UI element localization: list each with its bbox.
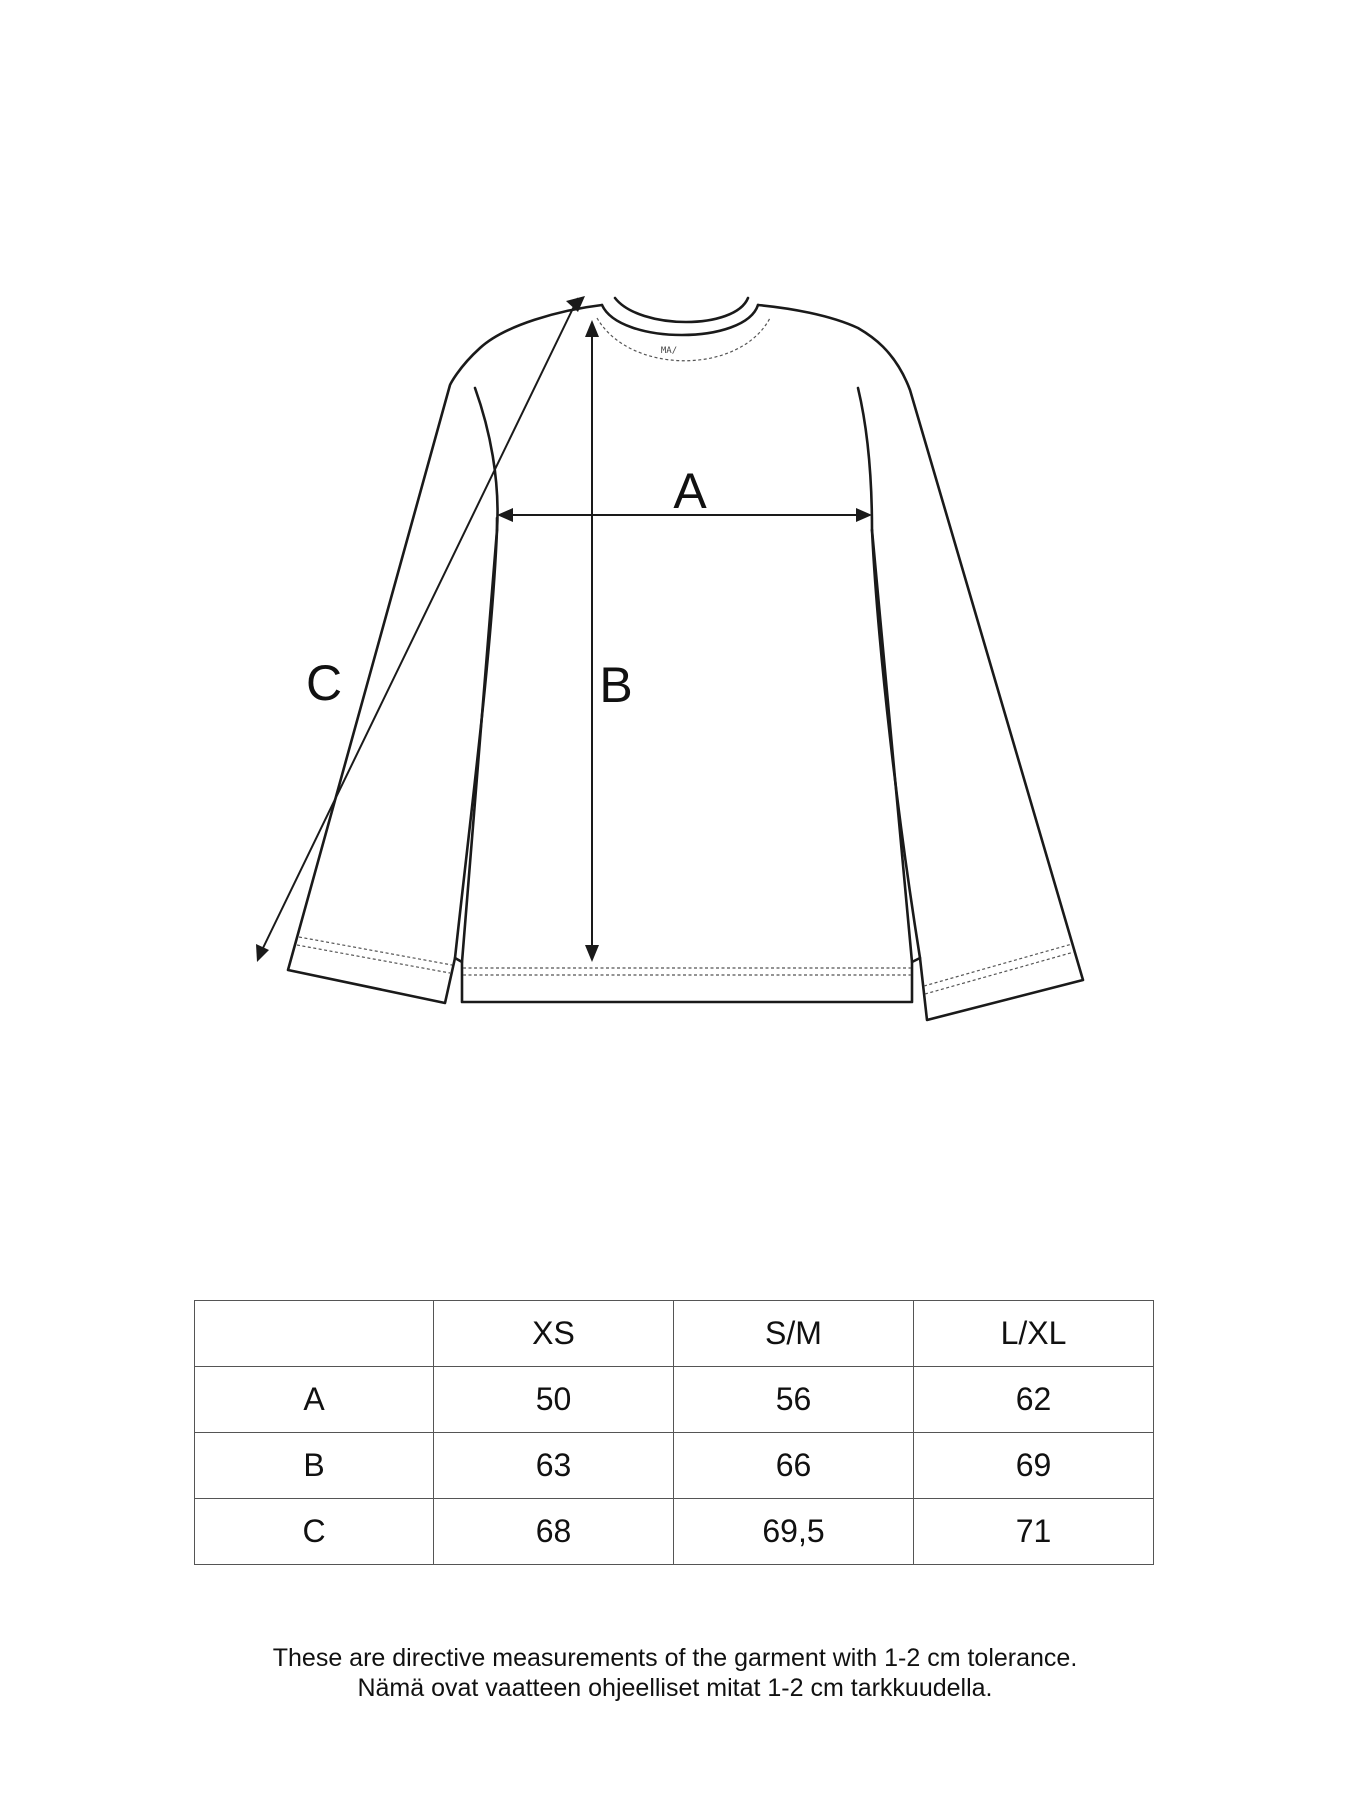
measure-c-label: C bbox=[305, 655, 343, 711]
table-cell: 62 bbox=[914, 1367, 1154, 1433]
right-armhole bbox=[858, 388, 872, 530]
brand-tag: MA/ bbox=[660, 346, 678, 356]
measure-b-label: B bbox=[599, 657, 633, 713]
size-header-lxl: L/XL bbox=[914, 1301, 1154, 1367]
table-cell: 56 bbox=[674, 1367, 914, 1433]
table-cell: 63 bbox=[434, 1433, 674, 1499]
measure-label-a: A bbox=[195, 1367, 434, 1433]
left-cuff-stitching-2 bbox=[297, 945, 450, 973]
left-cuff-stitching-1 bbox=[299, 937, 452, 965]
sweater-outline bbox=[288, 305, 1083, 1020]
table-cell: 68 bbox=[434, 1499, 674, 1565]
disclaimer-finnish: Nämä ovat vaatteen ohjeelliset mitat 1-2 cm tarkkuudella. bbox=[357, 1674, 993, 1702]
table-cell: 69,5 bbox=[674, 1499, 914, 1565]
size-table-corner-cell bbox=[195, 1301, 434, 1367]
collar-outer bbox=[602, 305, 758, 335]
left-armhole bbox=[475, 388, 498, 530]
disclaimer-english: These are directive measurements of the garment with 1-2 cm tolerance. bbox=[272, 1644, 1078, 1672]
measure-b-arrow-bottom bbox=[585, 945, 599, 962]
table-cell: 69 bbox=[914, 1433, 1154, 1499]
size-header-xs: XS bbox=[434, 1301, 674, 1367]
measure-label-c: C bbox=[195, 1499, 434, 1565]
measure-b-arrow-top bbox=[585, 320, 599, 337]
size-header-sm: S/M bbox=[674, 1301, 914, 1367]
measure-a-label: A bbox=[673, 463, 707, 519]
measure-c-line bbox=[263, 298, 578, 948]
measure-a-arrow-right bbox=[856, 508, 872, 522]
right-body-side bbox=[872, 530, 912, 962]
size-table-header-row bbox=[195, 1301, 1154, 1367]
table-cell: 50 bbox=[434, 1367, 674, 1433]
table-row bbox=[195, 1499, 1154, 1565]
size-table bbox=[194, 1300, 1154, 1565]
measure-a-arrow-left bbox=[497, 508, 513, 522]
table-row bbox=[195, 1367, 1154, 1433]
right-cuff-stitching-1 bbox=[924, 944, 1072, 986]
table-row bbox=[195, 1433, 1154, 1499]
measure-label-b: B bbox=[195, 1433, 434, 1499]
collar-inner bbox=[615, 298, 748, 322]
table-cell: 71 bbox=[914, 1499, 1154, 1565]
disclaimer bbox=[0, 1643, 1350, 1703]
table-cell: 66 bbox=[674, 1433, 914, 1499]
left-body-side bbox=[462, 518, 497, 962]
measure-c-arrow-bottom bbox=[256, 944, 269, 962]
